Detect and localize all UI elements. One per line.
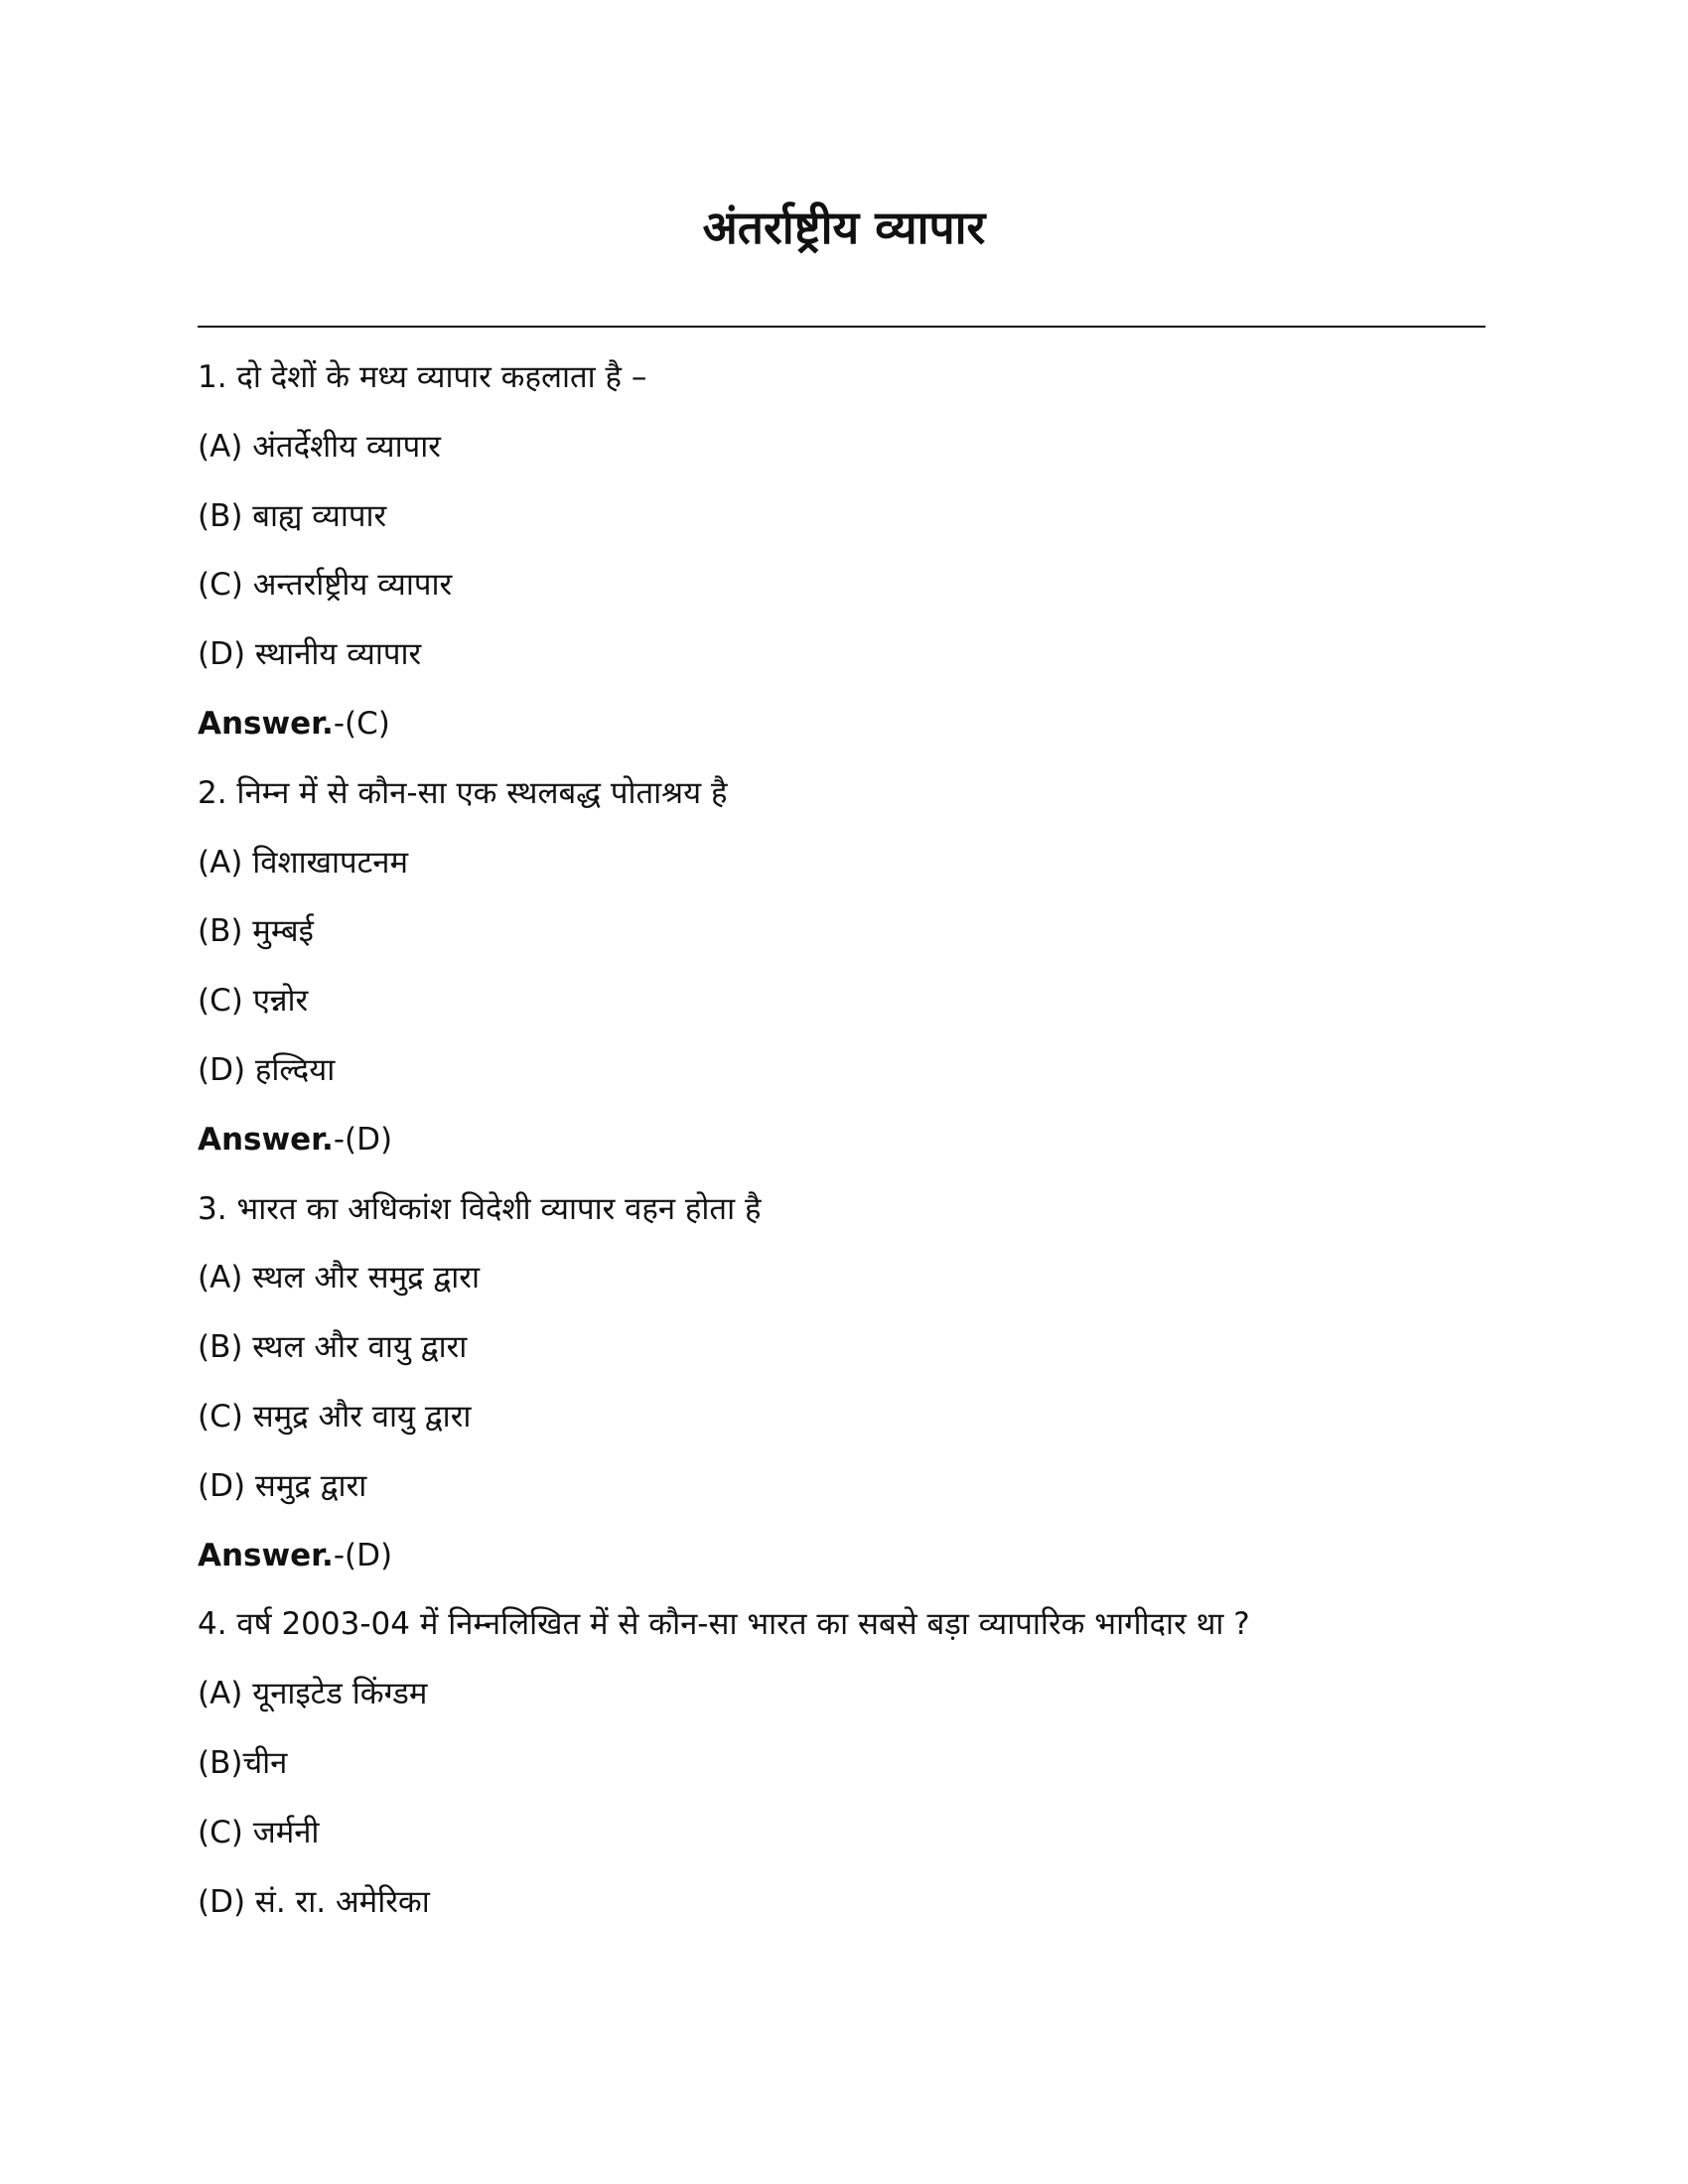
option-a: (A) विशाखापटनम bbox=[198, 844, 408, 881]
question-text: 2. निम्न में से कौन-सा एक स्थलबद्ध पोताश्रय है bbox=[198, 774, 728, 811]
answer-value: -(D) bbox=[333, 1537, 393, 1573]
option-b: (B) मुम्बई bbox=[198, 913, 314, 950]
question-text: 3. भारत का अधिकांश विदेशी व्यापार वहन होता है bbox=[198, 1190, 762, 1227]
option-a: (A) यूनाइटेड किंग्डम bbox=[198, 1676, 428, 1712]
question-list bbox=[198, 343, 1488, 1937]
answer-line bbox=[198, 1106, 1488, 1175]
question-block-4 bbox=[198, 1590, 1488, 1937]
option-c: (C) एन्नोर bbox=[198, 983, 309, 1020]
page-title: अंतर्राष्ट्रीय व्यापार bbox=[702, 201, 986, 254]
question-block-3 bbox=[198, 1175, 1488, 1591]
option-c: (C) अन्तर्राष्ट्रीय व्यापार bbox=[198, 567, 453, 604]
answer-label: Answer. bbox=[198, 705, 334, 742]
option-d: (D) सं. रा. अमेरिका bbox=[198, 1883, 430, 1920]
question-block-1 bbox=[198, 343, 1488, 759]
option-c: (C) समुद्र और वायु द्वारा bbox=[198, 1398, 472, 1434]
option-d: (D) हल्दिया bbox=[198, 1051, 336, 1088]
option-d: (D) समुद्र द्वारा bbox=[198, 1467, 367, 1504]
answer-line bbox=[198, 690, 1488, 759]
title-divider bbox=[198, 326, 1485, 328]
question-text: 4. वर्ष 2003-04 में निम्नलिखित में से कौन-सा भारत का सबसे बड़ा व्यापारिक भागीदार था ? bbox=[198, 1606, 1250, 1643]
answer-label: Answer. bbox=[198, 1537, 334, 1573]
answer-value: -(C) bbox=[333, 705, 390, 742]
question-block-2 bbox=[198, 759, 1488, 1175]
option-a: (A) अंतर्देशीय व्यापार bbox=[198, 428, 441, 465]
option-b: (B) स्थल और वायु द्वारा bbox=[198, 1329, 468, 1366]
answer-line bbox=[198, 1522, 1488, 1591]
question-text: 1. दो देशों के मध्य व्यापार कहलाता है – bbox=[198, 359, 647, 395]
option-b: (B) बाह्य व्यापार bbox=[198, 497, 387, 534]
option-c: (C) जर्मनी bbox=[198, 1814, 320, 1850]
answer-value: -(D) bbox=[333, 1121, 393, 1158]
option-a: (A) स्थल और समुद्र द्वारा bbox=[198, 1260, 480, 1297]
answer-label: Answer. bbox=[198, 1121, 334, 1158]
option-b: (B)चीन bbox=[198, 1744, 288, 1781]
option-d: (D) स्थानीय व्यापार bbox=[198, 636, 422, 673]
